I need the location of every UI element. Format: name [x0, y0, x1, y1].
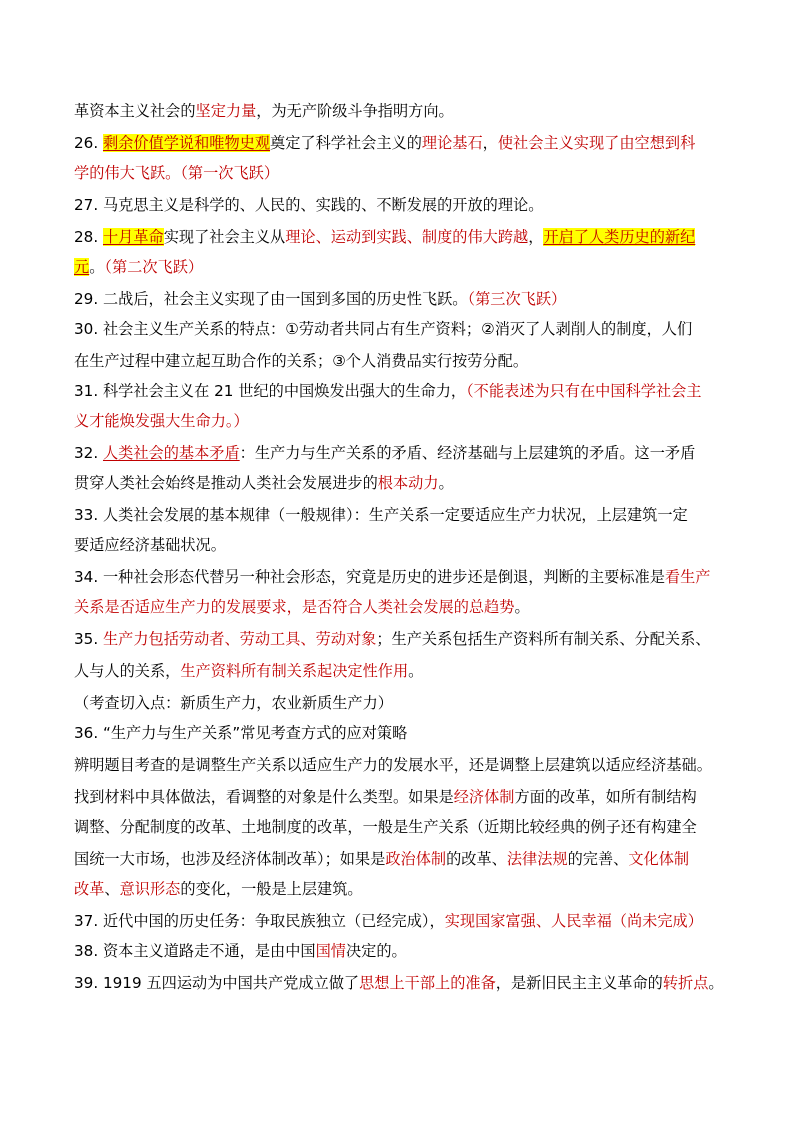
emphasis-text: （不能表述为只有在中国科学社会主: [466, 382, 702, 400]
emphasis-text: （第三次飞跃）: [467, 290, 567, 308]
emphasis-text: 看生产: [664, 568, 711, 586]
text-run: 32.: [74, 444, 103, 462]
emphasis-text: 理论、运动到实践、制度的伟大跨越: [285, 228, 529, 246]
text-line: [74, 567, 754, 587]
text-line: [74, 411, 754, 431]
text-run: 38. 资本主义道路走不通，是由中国: [74, 942, 316, 960]
text-run: 30. 社会主义生产关系的特点：①劳动者共同占有生产资料；②消灭了人剥削人的制度，人们: [74, 320, 693, 338]
text-line: [74, 505, 754, 525]
text-line: [74, 101, 754, 121]
text-run: 调整、分配制度的改革、土地制度的改革，一般是生产关系（近期比较经典的例子还有构建全: [74, 818, 697, 836]
text-run: 、: [104, 880, 120, 898]
text-run: 26.: [74, 134, 103, 152]
text-run: 29. 二战后，社会主义实现了由一国到多国的历史性飞跃。: [74, 290, 468, 308]
text-line: [74, 133, 754, 153]
emphasis-text: 国情: [315, 942, 346, 960]
emphasis-text: 关系是否适应生产力的发展要求，是否符合人类社会发展的总趋势: [74, 598, 515, 616]
text-line: [74, 257, 754, 277]
text-line: [74, 661, 754, 681]
text-line: [74, 973, 754, 993]
text-line: [74, 227, 754, 247]
highlighted-text: 元: [74, 258, 90, 276]
text-line: [74, 693, 754, 713]
text-line: [74, 941, 754, 961]
text-run: ；生产关系包括生产资料所有制关系、分配关系、: [376, 630, 711, 648]
text-line: [74, 879, 754, 899]
text-line: [74, 629, 754, 649]
emphasis-text: 法律法规: [506, 850, 568, 868]
text-run: 27. 马克思主义是科学的、人民的、实践的、不断发展的开放的理论。: [74, 196, 544, 214]
text-run: 的变化，一般是上层建筑。: [180, 880, 363, 898]
text-run: 36. “生产力与生产关系”常见考查方式的应对策略: [74, 724, 408, 742]
emphasis-text: 生产资料所有制关系起决定性作用: [180, 662, 409, 680]
text-run: 奠定了科学社会主义的: [270, 134, 422, 152]
highlighted-text: 十月革命: [102, 228, 164, 246]
text-run: 实现了社会主义从: [163, 228, 286, 246]
text-run: ，: [482, 134, 498, 152]
text-line: [74, 787, 754, 807]
text-run: 34. 一种社会形态代替另一种社会形态，究竟是历史的进步还是倒退，判断的主要标准是: [74, 568, 665, 586]
text-run: 国统一大市场，也涉及经济体制改革）；如果是: [74, 850, 386, 868]
text-run: 的完善、: [567, 850, 629, 868]
emphasis-text: 经济体制: [453, 788, 515, 806]
text-line: [74, 723, 754, 743]
emphasis-text: 根本动力: [377, 474, 439, 492]
text-run: 决定的。: [345, 942, 407, 960]
text-run: 39. 1919 五四运动为中国共产党成立做了: [74, 974, 360, 992]
text-line: [74, 289, 754, 309]
emphasis-text: 意识形态: [119, 880, 181, 898]
text-line: [74, 597, 754, 617]
text-run: ，是新旧民主主义革命的: [495, 974, 663, 992]
text-run: 。: [708, 974, 724, 992]
emphasis-text: 义才能焕发强大生命力。）: [74, 412, 249, 430]
emphasis-text: 生产力包括劳动者、劳动工具、劳动对象: [102, 630, 377, 648]
text-run: ，为无产阶级斗争指明方向。: [256, 102, 454, 120]
emphasis-text: 转折点: [662, 974, 709, 992]
text-run: 要适应经济基础状况。: [74, 536, 226, 554]
text-run: （考查切入点：新质生产力，农业新质生产力）: [74, 694, 393, 712]
emphasis-text: 改革: [74, 880, 105, 898]
emphasis-text: 坚定力量: [195, 102, 257, 120]
highlighted-text: 开启了人类历史的新纪: [543, 228, 696, 246]
emphasis-text: 人类社会的基本矛盾: [102, 444, 240, 462]
text-line: [74, 849, 754, 869]
highlighted-text: 剩余价值学说和唯物史观: [102, 134, 271, 152]
text-run: ，: [528, 228, 544, 246]
text-run: 28.: [74, 228, 103, 246]
text-run: 。: [438, 474, 454, 492]
emphasis-text: 理论基石: [421, 134, 483, 152]
text-run: 35.: [74, 630, 103, 648]
text-line: [74, 911, 754, 931]
text-run: 方面的改革，如所有制结构: [514, 788, 697, 806]
text-run: 找到材料中具体做法，看调整的对象是什么类型。如果是: [74, 788, 454, 806]
text-line: [74, 195, 754, 215]
text-line: [74, 381, 754, 401]
text-line: [74, 319, 754, 339]
text-run: 。: [408, 662, 424, 680]
text-run: 在生产过程中建立起互助合作的关系；③个人消费品实行按劳分配。: [74, 352, 529, 370]
emphasis-text: 政治体制: [385, 850, 447, 868]
text-run: 辨明题目考查的是调整生产关系以适应生产力的发展水平，还是调整上层建筑以适应经济基础。: [74, 756, 712, 774]
text-line: [74, 473, 754, 493]
text-run: ：生产力与生产关系的矛盾、经济基础与上层建筑的矛盾。这一矛盾: [239, 444, 696, 462]
emphasis-text: 学的伟大飞跃。（第一次飞跃）: [74, 164, 280, 182]
emphasis-text: 实现国家富强、人民幸福（尚未完成）: [444, 912, 703, 930]
text-line: [74, 535, 754, 555]
text-run: 。: [89, 258, 105, 276]
text-line: [74, 163, 754, 183]
text-run: 。: [514, 598, 530, 616]
emphasis-text: 文化体制: [628, 850, 690, 868]
text-run: 31. 科学社会主义在 21 世纪的中国焕发出强大的生命力，: [74, 382, 467, 400]
emphasis-text: 思想上干部上的准备: [359, 974, 496, 992]
text-run: 革资本主义社会的: [74, 102, 196, 120]
emphasis-text: 使社会主义实现了由空想到科: [497, 134, 696, 152]
text-line: [74, 351, 754, 371]
text-run: 33. 人类社会发展的基本规律（一般规律）：生产关系一定要适应生产力状况，上层建筑一定: [74, 506, 688, 524]
text-line: [74, 817, 754, 837]
text-line: [74, 443, 754, 463]
text-run: 37. 近代中国的历史任务：争取民族独立（已经完成），: [74, 912, 445, 930]
text-run: 贯穿人类社会始终是推动人类社会发展进步的: [74, 474, 378, 492]
text-run: 的改革、: [446, 850, 507, 868]
emphasis-text: （第二次飞跃）: [104, 258, 204, 276]
text-run: 人与人的关系，: [74, 662, 181, 680]
text-line: [74, 755, 754, 775]
